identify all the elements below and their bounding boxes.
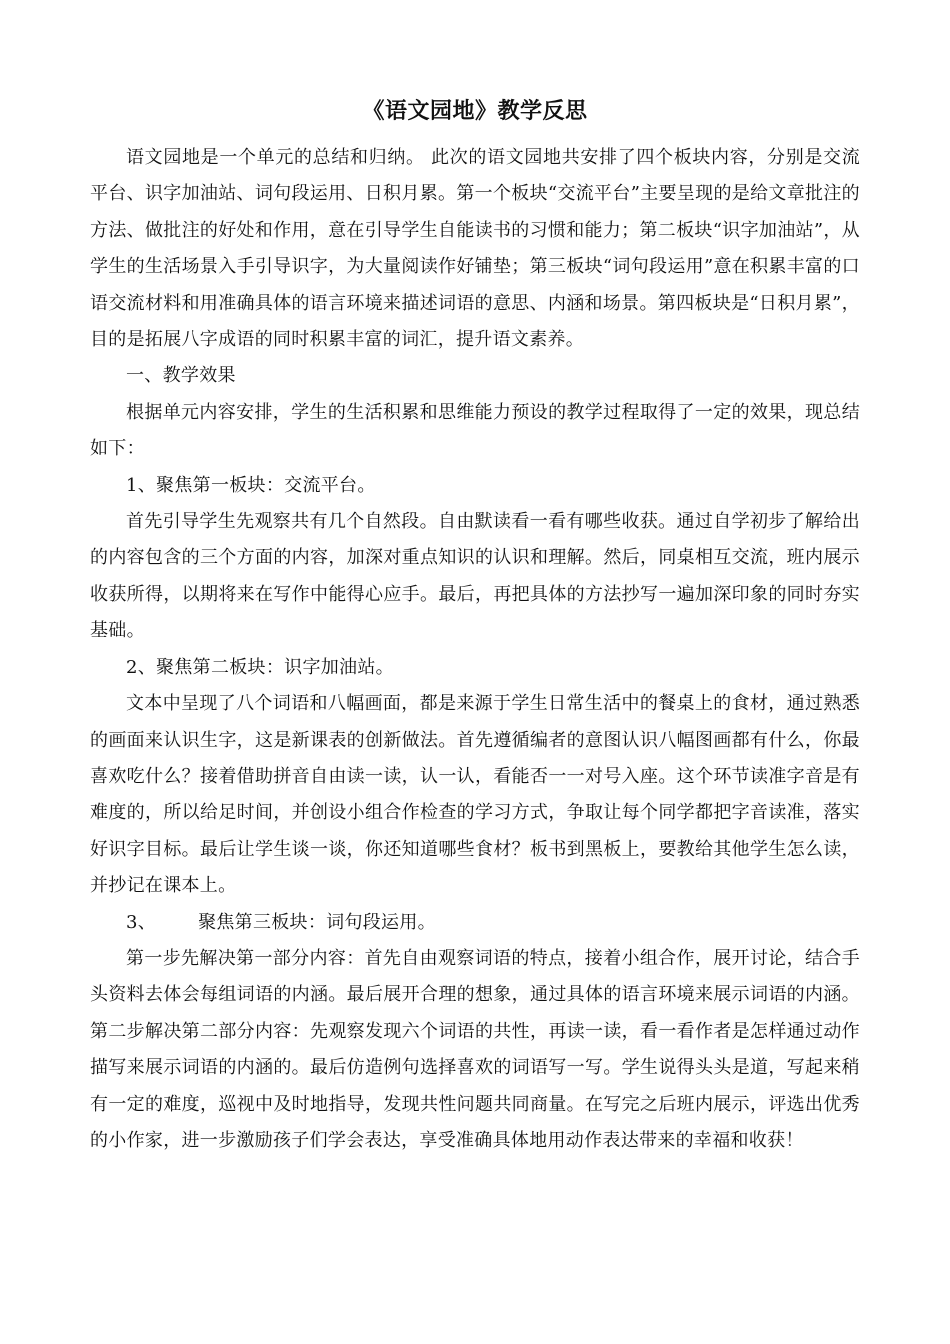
item1-paragraph: 首先引导学生先观察共有几个自然段。自由默读看一看有哪些收获。通过自学初步了解给出的内容包含的三个方面的内容，加深对重点知识的认识和理解。然后，同桌相互交流，班内展示收获所得，以期将来在写作中能得心应手。最后，再把具体的方法抄写一遍加深印象的同时夯实基础。 bbox=[90, 511, 860, 642]
item3-heading: 聚焦第三板块：词句段运用。 bbox=[198, 911, 436, 933]
section-summary-paragraph: 根据单元内容安排，学生的生活积累和思维能力预设的教学过程取得了一定的效果，现总结如下： bbox=[90, 401, 860, 460]
item1-heading: 1、聚焦第一板块：交流平台。 bbox=[126, 474, 376, 496]
item3-number: 3、 bbox=[126, 911, 157, 933]
section-heading-teaching-effect: 一、教学效果 bbox=[126, 365, 236, 387]
intro-paragraph: 语文园地是一个单元的总结和归纳。 此次的语文园地共安排了四个板块内容，分别是交流平台、识字加油站、词句段运用、日积月累。第一个板块“交流平台”主要呈现的是给文章批注的方法、做批注的好处和作用，意在引导学生自能读书的习惯和能力；第二板块“识字加油站”，从学生的生活场景入手引导识字，为大量阅读作好铺垫；第三板块“词句段运用”意在积累丰富的口语交流材料和用准确具体的语言环境来描述词语的意思、内涵和场景。第四板块是“日积月累”，目的是拓展八字成语的同时积累丰富的词汇，提升语文素养。 bbox=[90, 147, 860, 351]
item2-paragraph: 文本中呈现了八个词语和八幅画面，都是来源于学生日常生活中的餐桌上的食材，通过熟悉的画面来认识生字，这是新课表的创新做法。首先遵循编者的意图认识八幅图画都有什么，你最喜欢吃什么？接着借助拼音自由读一读，认一认，看能否一一对号入座。这个环节读准字音是有难度的，所以给足时间，并创设小组合作检查的学习方式，争取让每个同学都把字音读准，落实好识字目标。最后让学生谈一谈，你还知道哪些食材？板书到黑板上，要教给其他学生怎么读，并抄记在课本上。 bbox=[90, 693, 860, 897]
item2-heading: 2、聚焦第二板块：识字加油站。 bbox=[126, 656, 394, 678]
document-page bbox=[90, 96, 860, 1159]
document-title: 《语文园地》教学反思 bbox=[362, 98, 588, 124]
item3-paragraph: 第一步先解决第一部分内容：首先自由观察词语的特点，接着小组合作，展开讨论，结合手头资料去体会每组词语的内涵。最后展开合理的想象，通过具体的语言环境来展示词语的内涵。第二步解决第二部分内容：先观察发现六个词语的共性，再读一读，看一看作者是怎样通过动作描写来展示词语的内涵的。最后仿造例句选择喜欢的词语写一写。学生说得头头是道，写起来稍有一定的难度，巡视中及时地指导，发现共性问题共同商量。在写完之后班内展示，评选出优秀的小作家，进一步激励孩子们学会表达，享受准确具体地用动作表达带来的幸福和收获！ bbox=[90, 947, 860, 1151]
item3-heading-line bbox=[90, 905, 860, 941]
